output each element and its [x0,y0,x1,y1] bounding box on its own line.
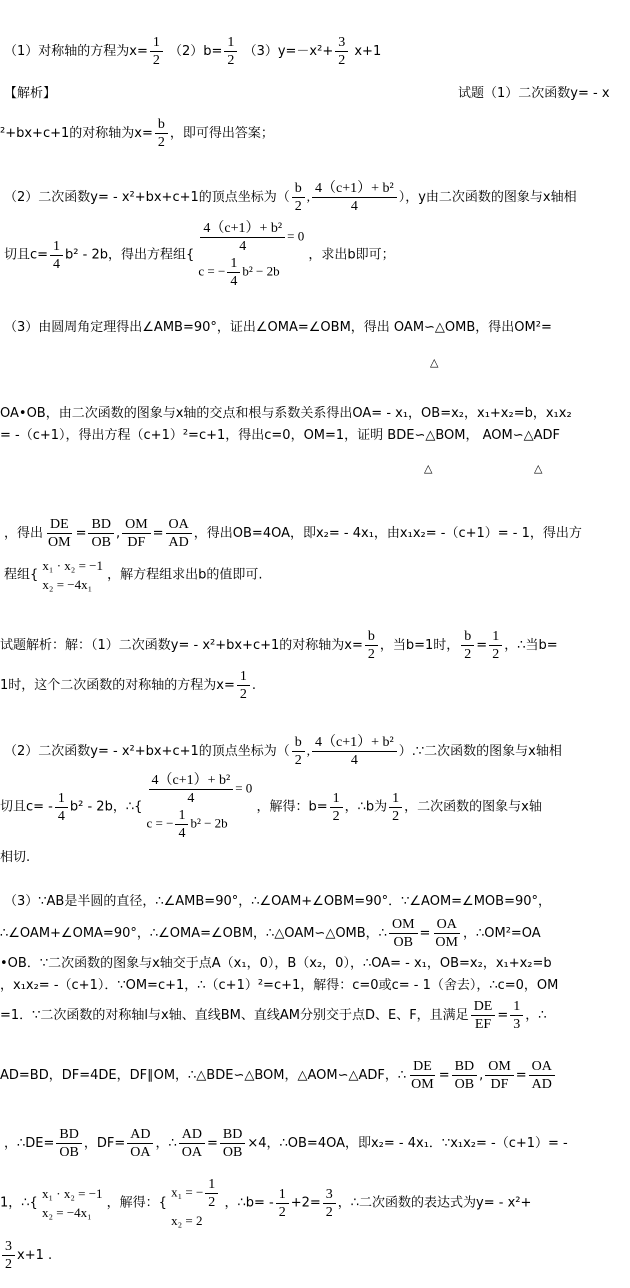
fraction: $\frac{\text{4（c+1）+ b²}}{4}$ [149,772,234,807]
solution-line-12: ，∴DE= $\frac{BD}{OB}$ ，DF= $\frac{AD}{OA}$ ，∴ $\frac{AD}{OA}$ = $\frac{BD}{OB}$ ×4，∴OB=4OA，即x₂= - 4x₁．∵x₁x₂= -（c+1）= - [4,1127,568,1160]
fraction: $\frac{1}{2}$ [389,790,402,825]
solution-line-1: 试题解析：解：（1）二次函数y= - x²+bx+c+1的对称轴为x= $\frac{b}{2}$ ，当b=1时， $\frac{b}{2}$ = $\frac{1}{2}$ ，∴当b= [0,629,558,662]
solution-line-8: •OB．∵二次函数的图象与x轴交于点A（x₁，0），B（x₂，0），∴OA= - x₁，OB=x₂，x₁+x₂=b [0,956,552,971]
fraction: $\frac{OA}{OM}$ [435,917,458,950]
answer-part-4: x+1 [354,44,382,59]
fraction: $\frac{BD}{OB}$ [88,516,113,551]
triangle-symbol: △ [424,462,433,475]
fraction: $\frac{1}{2}$ [489,628,502,663]
fraction: $\frac{b}{2}$ [155,116,168,151]
triangle-symbol: △ [430,356,439,369]
solution-line-9: ，x₁x₂= -（c+1）．∵OM=c+1，∴（c+1）²=c+1，解得：c=0或c= - 1（舍去），∴c=0，OM [0,978,559,993]
fraction: $\frac{b}{2}$ [292,180,305,215]
solution-line-6: （3）∵AB是半圆的直径，∴∠AMB=90°，∴∠OAM+∠OBM=90°．∵∠AOM=∠MOB=90°， [4,894,552,909]
answer-part-2: （2）b= [169,44,223,59]
fraction: $\frac{\text{4（c+1）+ b²}}{4}$ [312,180,397,215]
fraction: $\frac{BD}{OB}$ [56,1126,81,1161]
analysis-line-7: = -（c+1），得出方程（c+1）²=c+1，得出c=0，OM=1，证明 BDE∽△BOM， AOM∽△ADF [0,428,560,443]
fraction: $\frac{OM}{DF}$ [122,516,151,551]
solution-line-14: $\frac{3}{2}$ x+1 . [0,1238,630,1273]
analysis-line-2: ²+bx+c+1的对称轴为x= $\frac{b}{2}$ ，即可得出答案； [0,117,274,150]
fraction: $\frac{OA}{AD}$ [166,516,192,551]
analysis-line-6: OA•OB，由二次函数的图象与x轴的交点和根与系数关系得出OA= - x₁，OB=x₂，x₁+x₂=b，x₁x₂ [0,406,572,421]
fraction: $\frac{\text{4（c+1）+ b²}}{4}$ [312,734,397,769]
fraction: $\frac{OA}{AD}$ [529,1058,555,1093]
equation-system: x₁ · x₂ = −1 x₂ = −4x₁ [41,1186,103,1220]
fraction: $\frac{1}{3}$ [510,998,523,1033]
fraction: $\frac{1}{2}$ [276,1186,289,1221]
analysis-line-8: ，得出 $\frac{DE}{OM}$ = $\frac{BD}{OB}$ , $\frac{OM}{DF}$ = $\frac{OA}{AD}$ ，得出OB=4OA，即x₂= - 4x₁，由x₁x₂= -（c+1）= - 1，得出方 [4,517,582,550]
fraction: $\frac{1}{2}$ [237,668,250,703]
fraction: $\frac{BD}{OB}$ [220,1126,245,1161]
fraction: $\frac{1}{4}$ [50,238,63,273]
analysis-heading: 【解析】 [4,86,57,101]
fraction: $\frac{1}{2}$ [150,34,163,69]
fraction: $\frac{3}{2}$ [2,1238,15,1273]
equation-system: x₁ · x₂ = −1 x₂ = −4x₁ [42,558,103,592]
fraction: $\frac{AD}{OA}$ [179,1126,205,1161]
solution-line-7: ∴∠OAM+∠OMA=90°，∴∠OMA=∠OBM，∴△OAM∽△OMB，∴ $\frac{OM}{OB}$ = $\frac{OA}{OM}$ ，∴OM²=OA [0,917,541,950]
triangle-symbol: △ [534,462,543,475]
solution-line-4: 切且c= - $\frac{1}{4}$ b² - 2b，∴{ $\frac{\text{4（c+1）+ b²}}{4}$ = 0 c = − $\frac{1}{4}$ b² − 2b ，解得：b= $\frac{1}{2}$ ，∴b为 $\frac{1}{2}$ ，二次函数的图象与x轴 [0,773,542,841]
analysis-line-5: （3）由圆周角定理得出∠AMB=90°，证出∠OMA=∠OBM，得出 OAM∽△OMB，得出OM²= [4,320,552,335]
fraction: $\frac{\text{4（c+1）+ b²}}{4}$ [200,220,285,255]
answer-line [4,34,630,69]
solution-line-10: =1．∵二次函数的对称轴l与x轴、直线BM、直线AM分别交于点D、E、F，且满足 $\frac{DE}{EF}$ = $\frac{1}{3}$ ，∴ [0,999,547,1032]
solution-line-2: 1时，这个二次函数的对称轴的方程为x= $\frac{1}{2}$ . [0,669,256,702]
fraction: $\frac{OM}{DF}$ [485,1058,514,1093]
solution-system: x₁ = − $\frac{1}{2}$ x₂ = 2 [171,1176,220,1230]
fraction: $\frac{b}{2}$ [461,628,474,663]
fraction: $\frac{1}{2}$ [205,1176,218,1211]
fraction: $\frac{AD}{OA}$ [127,1126,153,1161]
equation-system: $\frac{\text{4（c+1）+ b²}}{4}$ = 0 c = − $\frac{1}{4}$ b² − 2b [146,773,253,841]
analysis-line-9: 程组{ x₁ · x₂ = −1 x₂ = −4x₁ ，解方程组求出b的值即可. [4,558,263,592]
fraction: $\frac{3}{2}$ [335,34,348,69]
analysis-line-4: 切且c= $\frac{1}{4}$ b² - 2b，得出方程组{ $\frac{\text{4（c+1）+ b²}}{4}$ = 0 c = − $\frac{1}{4}$ b² − 2b ，求出b即可； [4,221,395,289]
solution-line-13: 1，∴{ x₁ · x₂ = −1 x₂ = −4x₁ ，解得：{ x₁ = − $\frac{1}{2}$ x₂ = 2 ，∴b= - $\frac{1}{2}$ +2= $\frac{3}{2}$ ，∴二次函数的表达式为y= - x²+ [0,1177,532,1228]
fraction: $\frac{BD}{OB}$ [452,1058,477,1093]
fraction: $\frac{b}{2}$ [292,734,305,769]
fraction: $\frac{1}{2}$ [330,790,343,825]
analysis-line-1: 试题（1）二次函数y= - x [458,86,610,101]
fraction: $\frac{3}{2}$ [323,1186,336,1221]
fraction: $\frac{1}{2}$ [224,34,237,69]
solution-line-11: AD=BD，DF=4DE，DF∥OM，∴△BDE∽△BOM，△AOM∽△ADF，∴ $\frac{DE}{OM}$ = $\frac{BD}{OB}$ , $\frac{OM}{DF}$ = $\frac{OA}{AD}$ [0,1058,630,1093]
answer-part-1: （1）对称轴的方程为x= [4,44,148,59]
answer-part-3: （3）y=－x²+ [243,44,334,59]
fraction: $\frac{1}{4}$ [175,807,188,842]
fraction: $\frac{1}{4}$ [55,790,68,825]
solution-line-5: 相切. [0,850,31,865]
fraction: $\frac{DE}{EF}$ [471,998,496,1033]
analysis-line-3: （2）二次函数y= - x²+bx+c+1的顶点坐标为（ $\frac{b}{2}$ , $\frac{\text{4（c+1）+ b²}}{4}$ ），y由二次函数的图象与x轴相 [4,181,577,214]
equation-system: $\frac{\text{4（c+1）+ b²}}{4}$ = 0 c = − $\frac{1}{4}$ b² − 2b [198,221,305,289]
fraction: $\frac{1}{4}$ [227,255,240,290]
fraction: $\frac{DE}{OM}$ [48,517,71,550]
fraction: $\frac{DE}{OM}$ [411,1059,434,1092]
solution-line-3: （2）二次函数y= - x²+bx+c+1的顶点坐标为（ $\frac{b}{2}$ , $\frac{\text{4（c+1）+ b²}}{4}$ ）.∵二次函数的图象与x轴相 [4,735,562,768]
fraction: $\frac{OM}{OB}$ [389,916,418,951]
fraction: $\frac{b}{2}$ [365,628,378,663]
